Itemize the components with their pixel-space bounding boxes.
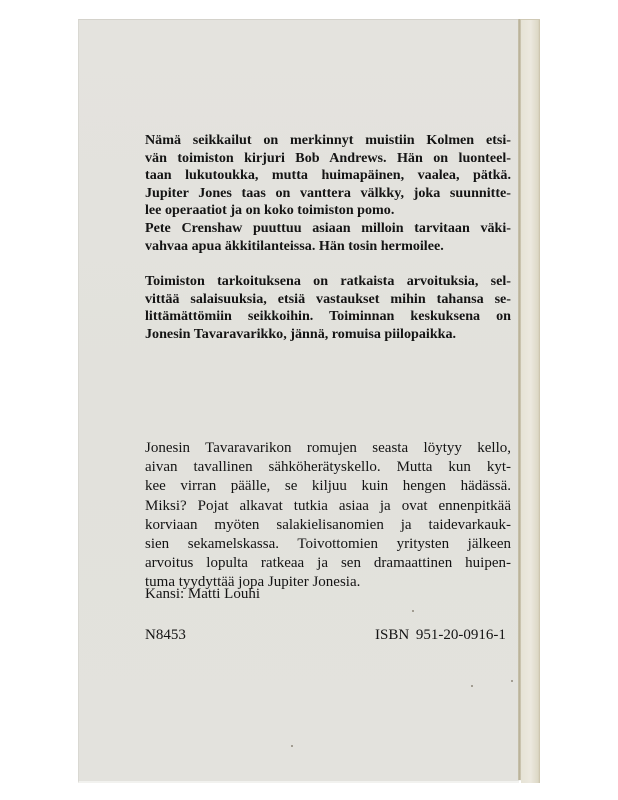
text-line: littämättömiin seikkoihin. Toiminnan keskuksena on: [145, 308, 511, 325]
product-code: N8453: [145, 627, 186, 643]
text-line: taan lukutoukka, mutta huimapäinen, vaalea, pätkä.: [145, 167, 511, 184]
book-back-cover: [78, 19, 540, 780]
text-line: Toimiston tarkoituksena on ratkaista arvoituksia, sel-: [145, 273, 511, 289]
text-line: Nämä seikkailut on merkinnyt muistiin Kolmen etsi-: [145, 132, 511, 148]
cover-credit: Kansi: Matti Louhi: [145, 586, 260, 602]
cover-panel: [78, 19, 519, 783]
text-line: vahvaa apua äkkitilanteissa. Hän tosin hermoilee.: [145, 237, 444, 254]
text-line: Jonesin Tavaravarikko, jännä, romuisa piilopaikka.: [145, 325, 457, 342]
paper-speck: [471, 685, 473, 687]
synopsis-paragraph: [145, 439, 511, 593]
text-line: Miksi? Pojat alkavat tutkia asiaa ja ovat ennenpitkää: [145, 497, 511, 514]
text-line: lee operaatiot ja on koko toimiston pomo.: [145, 202, 395, 219]
paper-speck: [412, 610, 414, 612]
text-line: Jonesin Tavaravarikon romujen seasta löytyy kello,: [145, 440, 511, 456]
text-line: korviaan myöten salakielisanomien ja taidevarkauk-: [145, 516, 511, 533]
text-line: tuma tyydyttää jopa Jupiter Jonesia.: [145, 574, 361, 591]
paper-speck: [511, 680, 513, 682]
intro-paragraph: [145, 132, 511, 255]
text-line: arvoitus lopulta ratkeaa ja sen dramaattinen huipen-: [145, 555, 511, 572]
text-line: vän toimiston kirjuri Bob Andrews. Hän on luonteel-: [145, 149, 511, 166]
isbn: ISBN 951-20-0916-1: [375, 627, 506, 643]
text-line: aivan tavallinen sähköherätyskello. Mutta kun kyt-: [145, 459, 511, 476]
text-line: sien sekamelskassa. Toivottomien yritysten jälkeen: [145, 536, 511, 553]
purpose-paragraph: [145, 273, 511, 343]
book-spine-edge: [521, 19, 540, 783]
text-line: Jupiter Jones taas on vanttera välkky, joka suunnitte-: [145, 184, 511, 201]
paper-speck: [291, 745, 293, 747]
text-line: Pete Crenshaw puuttuu asiaan milloin tarvitaan väki-: [145, 219, 511, 236]
text-line: vittää salaisuuksia, etsiä vastaukset mihin tahansa se-: [145, 290, 511, 307]
text-line: kee virran päälle, se kiljuu kuin hengen hädässä.: [145, 478, 511, 495]
